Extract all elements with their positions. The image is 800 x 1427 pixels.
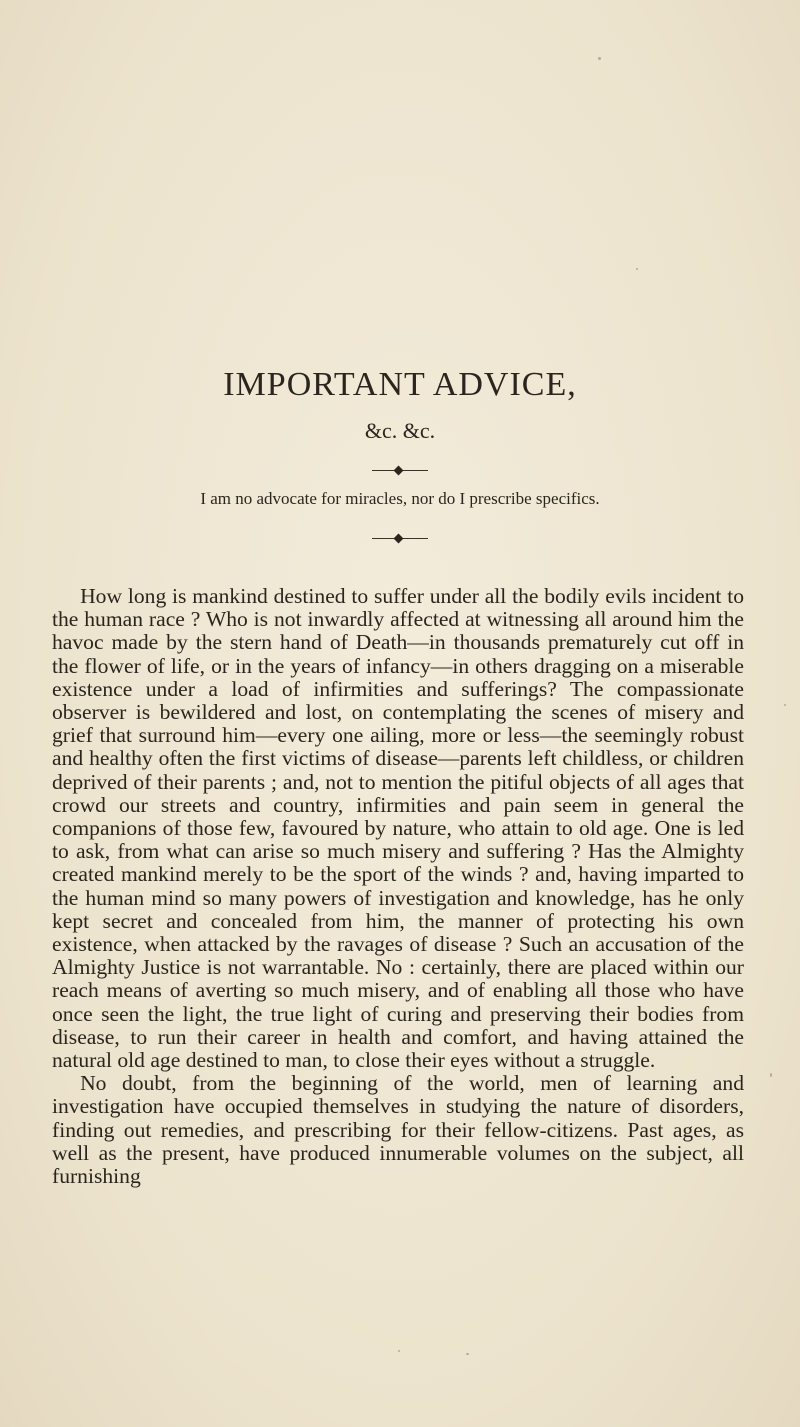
page-title: IMPORTANT ADVICE,: [223, 366, 577, 403]
paragraph: No doubt, from the beginning of the world, men of learning and investigation have occupied themselves in studying the nature of disorders, finding out remedies, and prescribing for their fellow-citizens. Past ages, as well as the present, have produced innumerable volumes on the subject, all furnishing: [52, 1071, 744, 1189]
paragraph: How long is mankind destined to suffer under all the bodily evils incident to the human race ? Who is not inwardly affected at witnessing all around him the havoc made by the stern hand of Death—in thousands prematurely cut off in the flower of life, or in the years of infancy—in others dragging on a miserable existence under a load of infirmities and sufferings? The compassionate observer is bewildered and lost, on contemplating the scenes of misery and grief that surround him—every one ailing, more or less—the seemingly robust and healthy often the first victims of disease—parents left childless, or children deprived of their parents ; and, not to mention the pitiful objects of all ages that crowd our streets and country, infirmities and pain seem in general the companions of those few, favoured by nature, who attain to old age. One is led to ask, from what can arise so much misery and suffering ? Has the Almighty created mankind merely to be the sport of the winds ? and, having imparted to the human mind so many powers of investigation and knowledge, has he only kept secret and concealed from him, the manner of protecting his own existence, when attacked by the ravages of disease ? Such an accusation of the Almighty Justice is not warrantable. No : certainly, there are placed within our reach means of averting so much misery, and of enabling all those who have once seen the light, the true light of curing and preserving their bodies from disease, to run their career in health and comfort, and having attained the natural old age destined to man, to close their eyes without a struggle.: [52, 584, 744, 1073]
epigraph: I am no advocate for miracles, nor do I prescribe specifics.: [200, 489, 600, 508]
body-text: [52, 585, 744, 1188]
page-subtitle: &c. &c.: [364, 418, 436, 443]
divider-ornament-bottom: [372, 534, 428, 544]
divider-ornament-top: [372, 466, 428, 476]
